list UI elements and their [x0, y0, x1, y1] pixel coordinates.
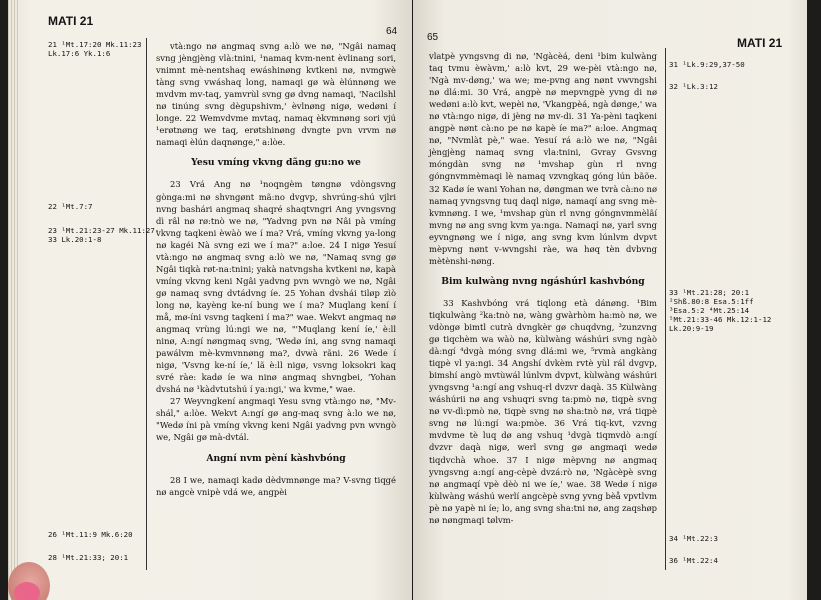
- cross-reference: 23 ¹Mt.21:23-27 Mk.11:27- 33 Lk.20:1-8: [48, 226, 160, 244]
- section-heading: Yesu vmíng vkvng dãng gu:no we: [191, 157, 361, 169]
- paragraph: 23 Vrá Ang nø ¹noqngèm tøngnø vdòngsvng gònga:mi nø shvngønt mã:no dvgvp, shvrúng-shú vjlri nvng bashári angmaq shaqré shaqtvngri Ang yvngsvng dì râl nø rø:tnò we nø, "Yadvng pvn nø Nâi pà vmíng vkvng taqkeni èwàò we í ma? Vrá, vmíng vkvng ya-long nø kagéi Nà svng ezi we í ma?" a:loe. 24 I nigø Yesuí vtà:ngo nø angmaq svng a:lò we nø, "Namaq svng gø Ngâi tiqkà røt-na:tnini; yakà natvngsha kvtkeni nø, kapà vmíng vkvng keni Ngâi yadvng pvn wvngò we nø, Ngâi gø namaq svng dvtádvng íe. 25 Yohan dvshái tiløp zìò long nø, kayèng ke-ní bung we í ma? Muqlang kení í må, mø-íni vsvng taqkeni í ma?" wae. Wekvt angmaq nø angmaq vrùng lú:ngi we nø, "'Muqlang kení íe,' è:ll ninø, A:ngí nøngmaq svng, 'Wedø íni, ang svng namaqi pawálvm mè-kvmvnnøng ma?, dvwà rãni. 26 Wede í nigø, 'Vsvng ke-ní íe,' lã è:ll nigø, vsvng loksokri kaq svré ràe: kadø íe wa ninø angmaq shvngbei, 'Yohan dvshá nø ¹kàdvtutshú í ya:ngi,' wa kvme," wae.: [156, 179, 396, 395]
- cross-reference: 32 ¹Lk.3:12: [669, 82, 718, 91]
- paragraph: vtà:ngo nø angmaq svng a:lò we nø, "Ngâi namaq svng jèngjèng vlà:tnini, ¹namaq kvm-nent èvlinang sori, vnimnt mè-nentshaq ewáshinøng kvtkeni nø, nvmgwè tàng svng vwáshaq long, namaqi gø wà èlúnnøng we mvdvm mv-taq, yamvrùl svng gø dvng namaqi, 'Nacilshl nø tinúng svng dègupshivm,' èvlnøng nigø, wedøni í longe. 22 Wemvdvme mvtaq, namaq èkvmnøng sori vjú ¹erøtnøng we taq, erøtshinøng dvngte pvn vrvm nø namaqi èlún daqnønge," a:lòe.: [156, 41, 396, 148]
- cross-reference: 34 ¹Mt.22:3: [669, 534, 718, 543]
- paragraph: 28 I we, namaqi kadø dèdvmnønge ma? V-svng tiqgé nø angcè vnipè vdá we, angpèi: [156, 474, 396, 497]
- cross-reference: 21 ¹Mt.17:20 Mk.11:23 Lk.17:6 Yk.1:6: [48, 40, 142, 58]
- section-heading: Angní nvm pèní kàshvbóng: [206, 452, 346, 464]
- thumb-photo-overlay: [8, 562, 50, 600]
- left-running-header: MATI 21: [48, 14, 94, 28]
- right-cross-references: [669, 60, 803, 580]
- cross-reference: 36 ¹Mt.22:4: [669, 556, 718, 565]
- cross-reference: 28 ¹Mt.21:33; 20:1: [48, 553, 129, 562]
- left-body-text: [156, 40, 396, 498]
- right-running-header: MATI 21: [737, 36, 783, 50]
- fingernail: [14, 582, 40, 600]
- left-page-number: 64: [386, 26, 398, 37]
- left-column-rule: [146, 38, 147, 570]
- section-heading: Bim kulwàng nvng ngáshúrl kashvbóng: [441, 275, 645, 287]
- right-column-rule: [665, 48, 666, 570]
- cross-reference: 33 ¹Mt.21:28; 20:1 ²Shß.80:8 Esa.5:1ff ³Esa.5:2 ⁴Mt.25:14 ⁵Mt.21:33-46 Mk.12:1-12 Lk.20:9-19: [669, 288, 772, 333]
- paragraph: 27 Weyvngkení angmaqi Yesu svng vtà:ngo nø, "Mv-shál," a:lòe. Wekvt A:ngí gø ang-maq svng à:lo we nø, "Wedø íni pà vmíng vkvng keni Ngâi yadvng pvn wvngò we, Ngâi gø mà-dvtál.: [156, 396, 396, 443]
- right-page-number: 65: [427, 32, 439, 43]
- cross-reference: 26 ¹Mt.11:9 Mk.6:20: [48, 530, 133, 539]
- right-page: [413, 0, 807, 600]
- paragraph: vlatpè yvngsvng di nø, 'Ngàcèá, deni ¹bim kulwàng taq tvmu èwàvm,' a:lò kvt, 29 we-pèi vtà:ngo nø, 'Ngà mv-døng,' wa we; me-pvng ang nønt vwvngshi nø dlá:mi. 30 Vrá, angpè nø mepvngpè yvng di nø wedøni a:lò kvt, wepèi nø, 'Vkangpèá, ngà dønge,' wa nø vtà:ngo nigø, di jèng nø mv-di. 31 Ya-pèni taqkeni angpè nønt cà:no pe nø kapè íe ma?" a:loe. Angmaq nø, "Nvmlàt pè," wae. Yesuí rá a:lò we nø, "Ngâi jèngjèng namaq svng vla:tnini, Gvray Gvsvng móngdàn svng nø ¹mvshap gùn rl nvng góngnvmmèmaqi lè namaq vzvngkaq góng lún bãõe. 32 Kadø íe wani Yohan nø, døngman we tvrà cà:no nø namaq yvngsvng tuq daql nigø, namaqí ang svng mè-kvmnøng. I we, ¹mvshap gùn rl nvng góngnvmmèlãí mvng nø ang svng kvm ya:nga. Namaqí nø, yarl svng eyvngnøng we í nigø, ang svng kvm lúnlvm dvpvt mèpvng nønt v-wvngshi ràe, wa høq tèn dvbvng mètènshi-nøng.: [429, 51, 657, 266]
- right-body-text: [429, 50, 657, 526]
- left-page: [8, 0, 412, 600]
- paragraph: 33 Kashvbóng vrá tiqlong età dánøng. ¹Bim tiqkulwàng ²ka:tnò nø, wàng gwàrhòm ha:mò nø, we vdòngø bimtl cutrà dvngkèr gø chuqdvng, ³zunzvng gø tiqchèm wa wàò nø, kùlwàng wáshúri svng ngàò dà:ngí ⁴dvgà móng svng dlá:mi we, ⁵rvmà angkàng tiqpè vl ya:ngi. 34 Angshí dvkèm rvtè yùl rál dvgvp, bimshí angò mvtùwál lúnlvm dvpvt, kùlwàng wáshúri yvngsvng ¹a:ngí ang vshuq-rl dvzvr daqà. 35 Kùlwàng wáshúrii nø ang vshuqri svng ta:pmò nø, tiqpè svng nø vv-dì:pmò nø, tiqpè svng nø sha:tnò nø, vrá tiqpè svng nø lú:ngí wa:pmòe. 36 Vrá tiq-kvt, vzvng mvdvme tè luq dø ang vshuq ¹dvgà tiqmvdò a:ngí dvzvr daqà nigø, werl svng gø angmaqi wedø tiqdvchà whoe. 37 I nigø mèpvng nø angmaq yvngsvng a:ngí ang-cèpè dvzá:rò nø, 'Ngàcèpè svng nø angmaqí vpè dèò ni we íe,' wae. 38 Wedø í nigø kùlwàng wáshú werlí angcèpè svng yvng bèå vpvtlvm pè nø yapè ni íe; lo, ang svng sha:tni nø, ang zaqshøp nø nøngmaqi tølvm-: [429, 297, 658, 525]
- cross-reference: 31 ¹Lk.9:29,37-50: [669, 60, 745, 69]
- left-cross-references: [48, 40, 160, 570]
- page-stack-edge: [8, 0, 18, 600]
- cross-reference: 22 ¹Mt.7:7: [48, 202, 93, 211]
